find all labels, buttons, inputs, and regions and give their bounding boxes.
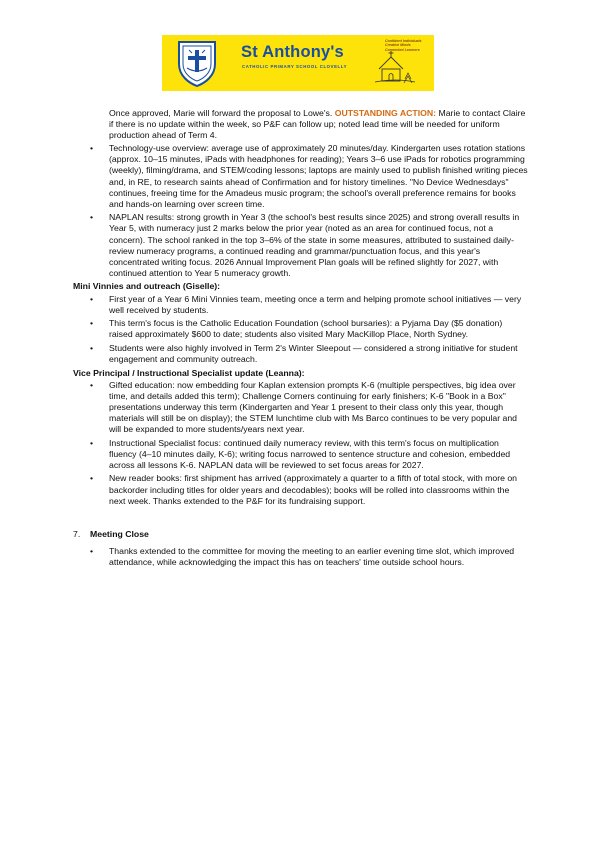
section-7-heading — [73, 529, 528, 540]
bullet-icon: • — [90, 212, 94, 223]
list-item-text: Thanks extended to the committee for moving the meeting to an earlier evening time slot, which improved attendance, while acknowledging the impact this has on teachers' time outside school hours. — [109, 545, 515, 567]
bullet-icon: • — [90, 143, 94, 154]
school-banner — [162, 35, 434, 91]
motto-line: Creative Minds — [385, 43, 411, 48]
outstanding-action-label: OUTSTANDING ACTION: — [334, 108, 437, 118]
intro-text: Once approved, Marie will forward the proposal to Lowe's. — [109, 108, 335, 118]
list-item — [73, 438, 528, 471]
list-item — [73, 473, 528, 506]
list-item — [73, 212, 528, 279]
section-number: 7. — [73, 528, 81, 539]
list-item-text: Technology-use overview: average use of approximately 20 minutes/day. Kindergarten uses rotation stations (approx. 10–15 minutes, iPads with headphones for reading); Years 3–6 use iPads for robotics programming (weekly), filming/drama, and STEM/coding lessons; laptops are mainly used to publish finished writing pieces and, in RE, to research saints ahead of Confirmation and for history timelines. "No Device Wednesdays" continues, freeing time for the Amadeus music program; the school's overall preference remains for books and hands-on learning over screen time. — [109, 143, 528, 209]
church-drawing-icon — [375, 49, 415, 85]
bullet-icon: • — [90, 473, 94, 484]
bullet-list-meeting-close — [73, 546, 528, 568]
list-item — [73, 294, 528, 316]
list-item — [73, 318, 528, 340]
bullet-icon: • — [90, 318, 94, 329]
bullet-icon: • — [90, 342, 94, 353]
section-heading-vice-principal: Vice Principal / Instructional Specialist update (Leanna): — [73, 367, 305, 378]
intro-paragraph — [73, 108, 528, 141]
bullet-icon: • — [90, 293, 94, 304]
list-item-text: This term's focus is the Catholic Education Foundation (school bursaries): a Pyjama Day ($5 donation) raised approximately $600 to date; students also visited Mary MacKillop Place, North Sydney. — [109, 318, 503, 340]
section-heading-vinnies: Mini Vinnies and outreach (Giselle): — [73, 281, 221, 292]
school-name: St Anthony's — [241, 43, 344, 61]
list-item-text: New reader books: first shipment has arrived (approximately a quarter to a fifth of total stock, with more on backorder including titles for older years and decodables); books will be rolled into classrooms within the next week. Thanks extended to the P&F for its fundraising support. — [109, 473, 518, 506]
bullet-icon: • — [90, 379, 94, 390]
bullet-icon: • — [90, 437, 94, 448]
list-item — [73, 380, 528, 435]
list-item-text: Instructional Specialist focus: continued daily numeracy review, with this term's focus on multiplication fluency (4–10 minutes daily, K-6); writing focus narrowed to sentence structure and cohesion, embedded across all lessons K-6. NAPLAN data will be reviewed to set focus areas for 2027. — [109, 437, 511, 470]
list-item-text: First year of a Year 6 Mini Vinnies team, meeting once a term and helping promote school initiatives — very well received by students. — [109, 293, 522, 315]
list-item-text: Students were also highly involved in Term 2's Winter Sleepout — considered a strong initiative for student engagement and community outreach. — [109, 342, 518, 364]
list-item — [73, 343, 528, 365]
motto-line: Connected Learners — [385, 47, 420, 52]
intro-text-continued: Marie to contact Claire if there is no update within the week, so P&F can follow up; noted lead time will be needed for uniform production ahead of Term 4. — [109, 108, 526, 141]
minutes-body — [73, 108, 528, 570]
list-item-text: NAPLAN results: strong growth in Year 3 (the school's best results since 2025) and strong overall results in Year 5, with numeracy just 2 marks below the prior year (noted as an area for continued focus, not a concern). The school ranked in the top 3–6% of the state in some measures, attributed to sustained daily-review numeracy programs, a continued reading and grammar/punctuation focus, and this year's concentrated writing focus. 2026 Annual Improvement Plan goals will be refined slightly for 2027, with continued attention to Year 5 numeracy growth. — [109, 212, 520, 278]
list-item — [73, 546, 528, 568]
bullet-list-vice-principal — [73, 380, 528, 507]
motto-line: Confident Individuals — [385, 39, 422, 43]
school-crest-icon — [175, 38, 219, 88]
list-item — [73, 143, 528, 210]
list-item-text: Gifted education: now embedding four Kaplan extension prompts K-6 (multiple perspectives, big idea over time, and details added this term); Challenge Corners continuing for early finishers; K-6 "Book in a Box" presentations underway this term (Kindergarten and Year 1 present to their class only this year, though materials will still be on display); the STEM lunchtime club with Ms Barco continues to be very popular and will be expanded to more students/years next year. — [109, 379, 518, 435]
bullet-list-vinnies — [73, 294, 528, 366]
section-title: Meeting Close — [90, 528, 149, 539]
school-subtitle: CATHOLIC PRIMARY SCHOOL CLOVELLY — [242, 64, 348, 69]
bullet-icon: • — [90, 545, 94, 556]
bullet-list-general — [73, 143, 528, 279]
